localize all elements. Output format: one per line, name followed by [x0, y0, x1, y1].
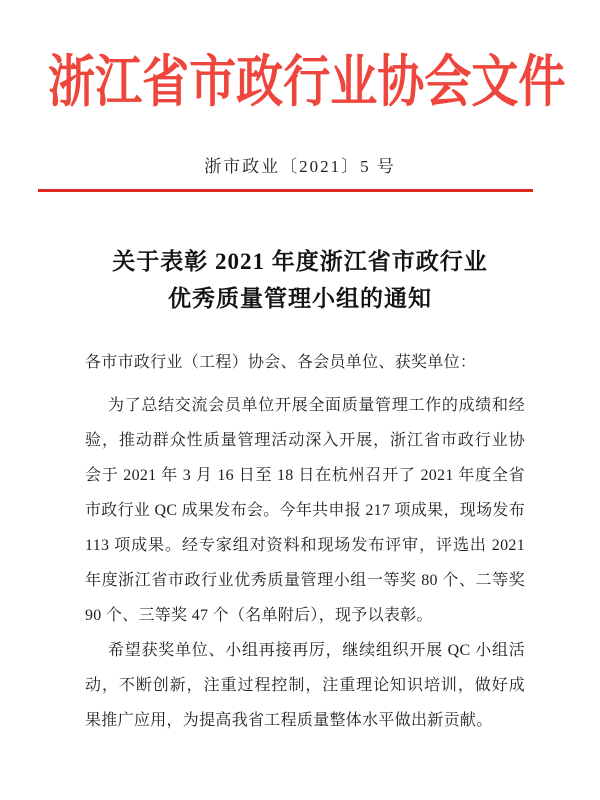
document-number: 浙市政业〔2021〕5 号 [204, 157, 396, 176]
red-letterhead-title: 浙江省市政行业协会文件 [48, 52, 566, 114]
document-body [85, 345, 525, 738]
notice-title-line1: 关于表彰 2021 年度浙江省市政行业 [112, 249, 488, 274]
notice-title-line2: 优秀质量管理小组的通知 [168, 286, 432, 311]
notice-title [0, 243, 600, 317]
body-paragraph-2: 希望获奖单位、小组再接再厉，继续组织开展 QC 小组活动，不断创新，注重过程控制，注重理论知识培训，做好成果推广应用，为提高我省工程质量整体水平做出新贡献。 [85, 642, 525, 729]
salutation-line: 各市市政行业（工程）协会、各会员单位、获奖单位： [85, 354, 477, 371]
body-paragraph-1: 为了总结交流会员单位开展全面质量管理工作的成绩和经验，推动群众性质量管理活动深入开展，浙江省市政行业协会于 2021 年 3 月 16 日至 18 日在杭州召开了 2021 年度全省市政行业 QC 成果发布会。今年共申报 217 项成果，现场发布 113 项成果。经专家组对资料和现场发布评审，评选出 2021 年度浙江省市政行业优秀质量管理小组一等奖 80 个、二等奖 90 个、三等奖 47 个（名单附后），现予以表彰。 [85, 397, 525, 624]
red-divider-line [38, 189, 533, 192]
